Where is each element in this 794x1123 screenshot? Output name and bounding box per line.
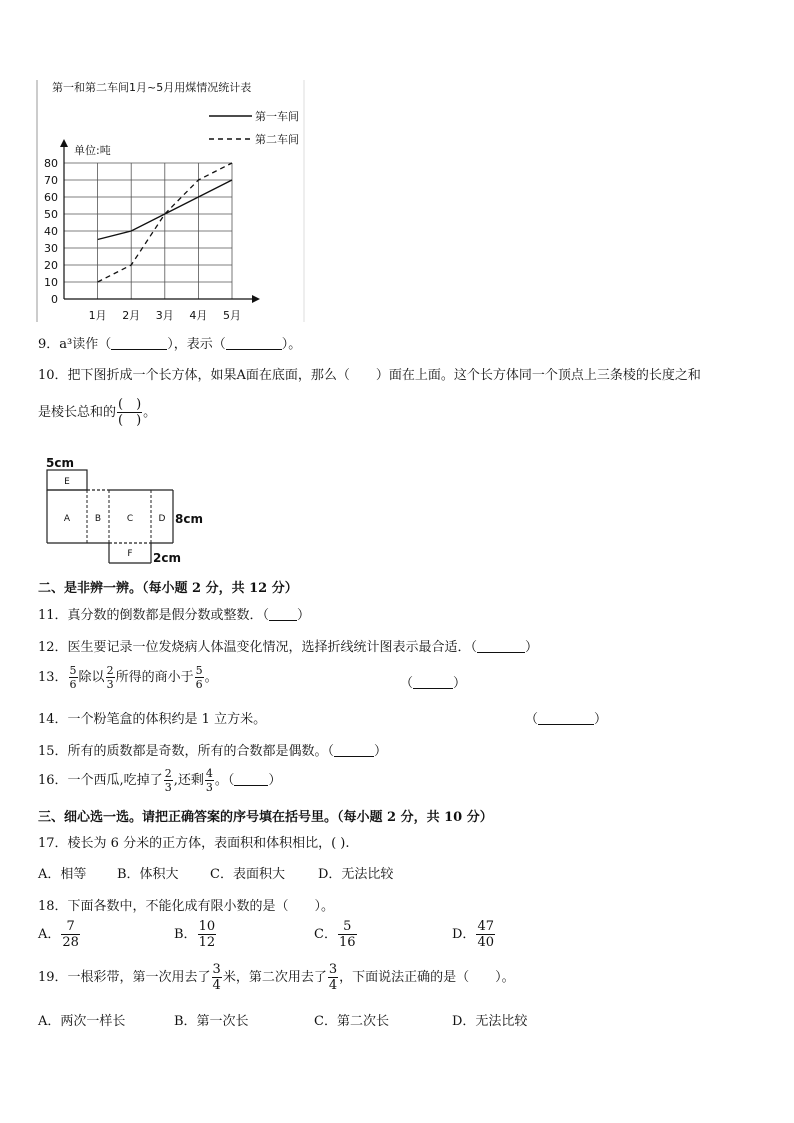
x-tick-label-0: 1月 (88, 309, 107, 322)
net-face-f-label: F (127, 549, 133, 559)
question-10-line-2 (38, 398, 156, 427)
net-dim-bottom: 2cm (153, 551, 181, 565)
question-10-line-1: 10．把下图折成一个长方体，如果A面在底面，那么（ ）面在上面。这个长方体同一个顶点上三条棱的长度之和 (38, 368, 701, 383)
net-face-e-label: E (64, 477, 70, 487)
q16-fraction-1: $\frac{2}{3}$ (164, 767, 172, 794)
q9-blank-1[interactable] (111, 337, 167, 350)
q15-answer-blank[interactable] (334, 744, 374, 757)
q9-text-a: 9．a³读作（ (38, 337, 112, 352)
net-face-a-label: A (63, 514, 71, 524)
q16-fraction-2: $\frac{4}{3}$ (205, 767, 213, 794)
question-13 (38, 665, 218, 690)
legend-label-series-1: 第一车间 (255, 110, 299, 123)
q13-mid-1: 除以 (78, 670, 105, 685)
x-tick-label-3: 4月 (189, 309, 208, 322)
q16-mid: ,还剩 (173, 773, 204, 788)
cuboid-net-figure (40, 452, 220, 568)
q9-text-c: ）。 (281, 337, 302, 352)
net-face-d-label: D (158, 514, 166, 524)
x-tick-label-4: 5月 (223, 309, 241, 322)
question-15 (38, 740, 387, 759)
q10-text-b: 。 (143, 405, 157, 420)
q14-answer-blank[interactable] (538, 712, 594, 725)
q10-text-a: 是棱长总和的 (38, 405, 117, 420)
y-tick-label-5: 50 (44, 208, 58, 221)
q11-close: ） (297, 608, 311, 623)
q19-option-d[interactable]: D．无法比较 (452, 1014, 528, 1029)
q13-answer-paren: （ ） (400, 676, 467, 691)
question-14: 14．一个粉笔盒的体积约是 1 立方米。 (38, 712, 267, 727)
q14-answer-paren: （ ） (525, 712, 608, 727)
x-axis-arrow (252, 295, 260, 303)
x-tick-label-2: 3月 (155, 309, 174, 322)
y-tick-label-8: 80 (44, 157, 58, 170)
q15-text: 15．所有的质数都是奇数，所有的合数都是偶数。（ (38, 744, 335, 759)
question-17: 17．棱长为 6 分米的正方体，表面积和体积相比，( ). (38, 836, 350, 851)
chart-x-tick-labels (89, 309, 241, 322)
q17-option-b[interactable]: B．体积大 (117, 867, 179, 882)
q9-blank-2[interactable] (226, 337, 282, 350)
y-tick-label-2: 20 (44, 259, 58, 272)
q18-option-b[interactable]: B． $\frac{10}{12}$ (174, 919, 216, 950)
q12-answer-blank[interactable] (477, 640, 525, 653)
q13-fraction-3: $\frac{5}{6}$ (195, 664, 203, 691)
q16-answer-blank[interactable] (234, 773, 268, 786)
chart-y-tick-labels (44, 157, 58, 306)
net-dim-right: 8cm (175, 512, 203, 526)
q19-option-b[interactable]: B．第一次长 (174, 1014, 249, 1029)
q19-fraction-2: $\frac{3}{4}$ (328, 962, 338, 993)
legend-label-series-2: 第二车间 (255, 133, 299, 146)
q13-fraction-2: $\frac{2}{3}$ (106, 664, 114, 691)
q19-text-c: ，下面说法正确的是（ ）。 (339, 970, 515, 985)
q17-option-c[interactable]: C．表面积大 (210, 867, 285, 882)
chart-title: 第一和第二车间1月~5月用煤情况统计表 (52, 81, 252, 94)
q15-close: ） (374, 744, 388, 759)
question-9 (38, 333, 301, 352)
question-12 (38, 636, 538, 655)
q18-option-a[interactable]: A． $\frac{7}{28}$ (38, 919, 79, 950)
q19-option-c[interactable]: C．第二次长 (314, 1014, 389, 1029)
coal-usage-line-chart (36, 76, 308, 326)
q18-option-c[interactable]: C． $\frac{5}{16}$ (314, 919, 356, 950)
x-tick-label-1: 2月 (122, 309, 141, 322)
q16-end: 。（ (214, 773, 235, 788)
question-19 (38, 963, 515, 992)
q12-text: 12．医生要记录一位发烧病人体温变化情况，选择折线统计图表示最合适．（ (38, 640, 478, 655)
y-tick-label-7: 70 (44, 174, 58, 187)
y-tick-label-0: 0 (51, 293, 58, 306)
q17-option-d[interactable]: D．无法比较 (318, 867, 394, 882)
net-face-b-label: B (94, 514, 102, 524)
section-2-title: 二、是非辨一辨。（每小题 2 分，共 12 分） (38, 581, 298, 596)
q11-text: 11．真分数的倒数都是假分数或整数．（ (38, 608, 270, 623)
q13-mid-2: 所得的商小于 (115, 670, 194, 685)
q11-answer-blank[interactable] (269, 608, 297, 621)
net-face-c-label: C (126, 514, 134, 524)
question-16 (38, 768, 281, 793)
q18-option-d[interactable]: D． $\frac{47}{40}$ (452, 919, 494, 950)
q13-fraction-1: $\frac{5}{6}$ (69, 664, 77, 691)
q9-text-b: ），表示（ (167, 337, 226, 352)
y-tick-label-1: 10 (44, 276, 58, 289)
q17-option-a[interactable]: A．相等 (38, 867, 87, 882)
question-11 (38, 604, 310, 623)
q13-end: 。 (204, 670, 218, 685)
y-tick-label-6: 60 (44, 191, 58, 204)
y-axis-arrow (60, 139, 68, 147)
q10-fraction-numerator: ( ) (118, 397, 142, 412)
q16-close: ） (268, 773, 282, 788)
q19-option-a[interactable]: A．两次一样长 (38, 1014, 126, 1029)
chart-grid (64, 163, 232, 299)
q13-answer-blank[interactable] (413, 676, 453, 689)
chart-unit-label: 单位:吨 (74, 144, 111, 157)
y-tick-label-4: 40 (44, 225, 58, 238)
q10-fraction-blank[interactable] (117, 398, 142, 427)
q19-text-b: 米，第二次用去了 (222, 970, 327, 985)
y-tick-label-3: 30 (44, 242, 58, 255)
q13-prefix: 13． (38, 670, 68, 685)
section-3-title: 三、细心选一选。请把正确答案的序号填在括号里。（每小题 2 分，共 10 分） (38, 810, 493, 825)
net-dim-top: 5cm (46, 456, 74, 470)
q10-fraction-denominator: ( ) (118, 413, 142, 428)
q12-close: ） (525, 640, 539, 655)
question-18: 18．下面各数中，不能化成有限小数的是（ ）。 (38, 899, 335, 914)
q19-text-a: 19．一根彩带，第一次用去了 (38, 970, 211, 985)
q19-fraction-1: $\frac{3}{4}$ (212, 962, 221, 993)
q16-prefix: 16．一个西瓜,吃掉了 (38, 773, 163, 788)
